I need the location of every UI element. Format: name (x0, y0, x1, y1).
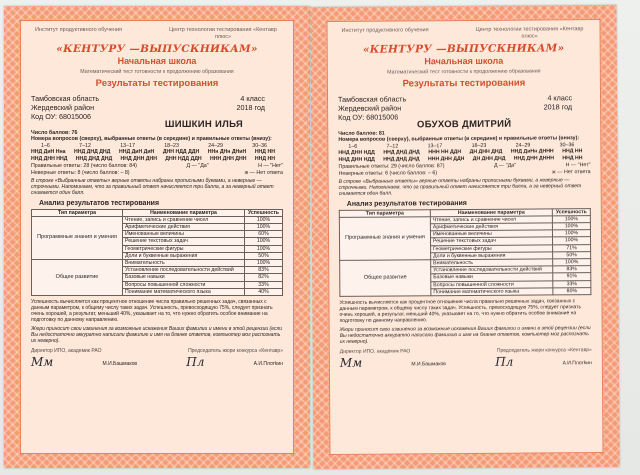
answer-group: ННД ДиНн ДННН (510, 148, 554, 156)
param-success: 83% (553, 266, 591, 273)
results-heading: Результаты тестирования (95, 78, 219, 89)
param-success: 80% (553, 287, 591, 294)
question-numbers-label: Номера вопросов (сверху), выбранные ответы (в середине) и правильные ответы (внизу): (338, 135, 580, 144)
jury-apology: Жюри приносит свои извинения за возможные искажения Ваших фамилии и имени в этой рецензии (если Вы недостаточно аккуратно написали фамилию и имя на бланке ответов, компьютер мог распознать их неверно). (31, 325, 283, 344)
param-name: Вопросы повышенной сложности (122, 281, 244, 288)
param-name: Внимательность (431, 259, 553, 267)
district: Жердевский район (338, 103, 402, 113)
key-missing: ж — Нет ответа (244, 169, 283, 176)
col-type: Тип параметра (32, 209, 123, 216)
range: 18–23 (164, 142, 179, 149)
answer-group: ННД ДНД ДНД (75, 156, 113, 163)
certificate-left (4, 6, 310, 468)
col-success: Успешность (552, 208, 590, 215)
range: 1–6 (41, 142, 50, 149)
answer-group: ННД ДНН НДД (338, 157, 375, 164)
school-level: Начальная школа (117, 56, 197, 66)
institute-name: Институт продуктивного обучения (34, 27, 123, 33)
table-header (32, 209, 283, 216)
range: 13–17 (120, 142, 135, 149)
answer-group: ННД ДНН ННД (31, 156, 68, 163)
score: Число баллов: 81 (338, 130, 385, 137)
param-name: Геометрические фигуры (431, 244, 553, 252)
param-success: 33% (245, 281, 283, 288)
group-label: Программные знания и умения (339, 216, 430, 260)
param-success: 100% (552, 223, 590, 230)
answers-note: В строке «Выбранные ответы» верные ответы набраны прописными буквами, а неверные — строчными. Напоминаем, что за правильный ответ начисляется три балла, а за неверный ответ снимается один балл. (338, 177, 582, 198)
region: Тамбовская область (31, 94, 100, 103)
param-success: 100% (245, 245, 283, 252)
certificate-right (310, 5, 619, 469)
chair-title: Председатель жюри конкурса «Кентавр» (188, 347, 283, 354)
param-name: Решение текстовых задач (430, 237, 552, 245)
header-line (338, 26, 590, 41)
signatures (340, 356, 592, 368)
ou-code: Код ОУ: 68015006 (338, 112, 399, 122)
director-title: Директор ИПО, академик РАО (31, 347, 102, 354)
student-name: ОБУХОВ ДМИТРИЙ (416, 118, 512, 131)
range: 1–6 (348, 143, 358, 150)
chosen-answers-row (31, 149, 283, 156)
director-title: Директор ИПО, академик РАО (339, 348, 411, 355)
test-subtitle: Математический тест готовности к продолжению образования (387, 68, 541, 76)
right-count: Правильные ответы: 28 (число баллов: 84) (31, 163, 137, 170)
answer-group: ННН ДНН ДДН (427, 156, 465, 163)
param-success: 60% (245, 231, 283, 238)
results-heading: Результаты тестирования (402, 77, 526, 90)
answer-group: ННД ДНД ДНД (383, 149, 420, 156)
analysis-title: Анализ результатов тестирования (39, 199, 160, 207)
col-param: Наименование параметра (430, 208, 552, 216)
chair-signature: Пл (495, 354, 514, 369)
region: Тамбовская область (338, 94, 407, 104)
answer-group: ННД ДиН Нна (31, 149, 66, 156)
col-success: Успешность (245, 209, 283, 216)
region-block (31, 94, 283, 121)
param-success: 82% (245, 274, 283, 281)
range: 24–29 (515, 142, 531, 149)
answer-group: ДНН НДД ДДН (165, 156, 202, 163)
question-numbers-label: Номера вопросов (сверху), выбранные ответы (в середине) и правильные ответы (внизу): (31, 136, 272, 143)
col-param: Наименование параметра (122, 209, 244, 216)
signatory-titles (31, 348, 283, 354)
school-level: Начальная школа (424, 55, 504, 67)
param-name: Доли и буквенные выражения (122, 252, 244, 259)
center-name: Центр технологии тестирования «Кентавр плюс» (475, 26, 584, 40)
answer-group: ННД НН (254, 149, 275, 156)
director-name: М.И.Башмаков (411, 361, 446, 368)
student-name: ШИШКИН ИЛЬЯ (164, 119, 243, 130)
signatures (31, 354, 283, 369)
key-no: Н — "Нет" (258, 163, 283, 170)
param-name: Базовые навыки (122, 274, 244, 281)
answer-group: ДН ДНН ДНД (472, 156, 506, 163)
answer-group: ННД ДНД ДНД (74, 149, 111, 156)
key-yes: Д — "Да" (186, 163, 209, 170)
param-name: Арифметические действия (122, 223, 244, 230)
answer-group: ННН ДНН ДНН (210, 156, 247, 163)
param-success: 40% (245, 288, 283, 295)
param-name: Арифметические действия (430, 223, 552, 231)
district: Жердевский район (31, 103, 95, 112)
range: 7–12 (386, 143, 399, 150)
certificate-inner (20, 20, 294, 454)
range: 13–17 (427, 142, 443, 150)
param-name: Чтение, запись и сравнение чисел (122, 216, 244, 223)
table-row (32, 259, 283, 266)
answers-note: В строке «Выбранные ответы» верные ответы набраны прописными буквами, а неверные — строчными. Напоминаем, что за правильный ответ начисляется три балла, а за неверный ответ снимается один балл. (31, 178, 274, 197)
legend-line (31, 170, 283, 176)
col-type: Тип параметра (339, 209, 430, 217)
answer-group: ННД ДНН ДННН (513, 155, 554, 163)
correct-answers-row (31, 156, 283, 163)
chair-name: А.И.Плотkин (253, 360, 283, 367)
table-row (32, 216, 283, 223)
answer-group: ННД ДНН ДНН (120, 156, 157, 163)
param-name: Вопросы повышенной сложности (431, 280, 553, 288)
answer-group: ННД НН (254, 156, 275, 163)
param-success: 100% (245, 223, 283, 230)
chair-name: А.И.Плотkин (562, 360, 592, 367)
center-name: Центр технологии тестирования «Кентавр плюс» (169, 27, 277, 40)
answer-group: ДНН НДД ДДН (162, 149, 200, 156)
group-label: Программные знания и умения (32, 216, 123, 259)
param-success: 33% (553, 280, 591, 287)
group-label: Общее развитие (340, 260, 431, 297)
group-label: Общее развитие (32, 259, 123, 295)
success-explanation: Успешность вычисляется как процентное отношение числа правильно решенных задач, связанных с данным параметром, к общему числу таких задач. Успешность, превосходящую 75%, следует признать очень хорошей, а результат, меньший 40%, указывает на то, что нужно обратить особое внимание на подготовку по данному направлению. (339, 298, 582, 324)
answer-group: ННД НН (562, 148, 583, 155)
institute-name: Институт продуктивного обучения (341, 27, 429, 34)
brand-title: «КЕНТУРУ —ВЫПУСКНИКАМ» (56, 43, 258, 55)
param-success: 50% (245, 252, 283, 259)
analysis-table (339, 208, 592, 297)
analysis-table (31, 209, 283, 296)
ou-code: Код ОУ: 68015006 (31, 112, 92, 121)
grade: 4 класс (240, 94, 265, 103)
param-success: 100% (553, 237, 591, 244)
key-no: Н — "Нет" (565, 162, 591, 169)
param-name: Решение текстовых задач (122, 238, 244, 245)
answer-group: ННД ДНН НДД (338, 150, 375, 157)
year: 2018 год (543, 102, 573, 112)
param-success: 100% (245, 259, 283, 266)
test-subtitle: Математический тест готовности к продолжению образования (80, 69, 234, 75)
answer-group: ННД НН (562, 155, 583, 162)
director-name: М.И.Башмаков (102, 360, 138, 367)
param-success: 100% (553, 259, 591, 266)
param-success: 71% (553, 244, 591, 251)
param-success: 83% (245, 267, 283, 274)
param-success: 100% (245, 216, 283, 223)
key-missing: ж — Нет ответа (552, 168, 591, 176)
param-name: Установление последовательности действий (431, 266, 553, 274)
director-signature: Мм (31, 354, 54, 369)
region-block (338, 93, 590, 122)
answer-group: ННД ДНД ДНД (383, 156, 420, 163)
header-line (31, 27, 283, 40)
param-name: Именованные величины (122, 231, 244, 238)
param-name: Понимание математического языка (431, 288, 553, 296)
range: 24–29 (208, 142, 223, 149)
param-name: Базовые навыки (431, 273, 553, 281)
right-count: Правильные ответы: 29 (число баллов: 87) (338, 163, 445, 171)
param-name: Чтение, запись и сравнение чисел (430, 216, 552, 224)
jury-apology: Жюри приносит свои извинения за возможные искажения Ваших фамилии и имени в этой рецензии (если Вы недостаточно аккуратно написали фамилию и имя на бланке ответов, компьютер мог распознать их неверно). (339, 325, 591, 345)
param-success: 100% (245, 238, 283, 245)
param-success: 100% (552, 215, 590, 222)
success-explanation: Успешность вычисляется как процентное отношение числа правильно решенных задач, связанных с данным параметром, к общему числу таких задач. Успешность, превосходящую 75%, следует признать очень хорошей, а результат, меньший 40%, указывает на то, что нужно обратить особое внимание на подготовку по данному направлению. (31, 298, 273, 323)
wrong-count: Неверные ответы: 8 (число баллов: – 8) (31, 169, 130, 176)
score: Число баллов: 76 (31, 130, 78, 136)
param-name: Доли и буквенные выражения (431, 252, 553, 260)
certificate-inner (326, 19, 603, 455)
range-row (31, 143, 283, 150)
chair-title: Председатель жюри конкурса «Кентавр» (496, 347, 592, 354)
range: 7–12 (79, 142, 91, 149)
param-success: 50% (553, 251, 591, 258)
analysis-title: Анализ результатов тестирования (346, 199, 467, 208)
param-success: 100% (552, 230, 590, 237)
param-name: Понимание математического языка (122, 288, 244, 295)
key-yes: Д — "Да" (493, 163, 517, 170)
answer-group: ДН ДНН ДНД (469, 149, 503, 156)
brand-title: «КЕНТУРУ —ВЫПУСКНИКАМ» (362, 42, 565, 56)
range: 30–36 (559, 142, 575, 149)
wrong-count: Неверные ответы: 6 (число баллов: – 6) (338, 170, 438, 177)
legend-line (339, 169, 591, 177)
param-name: Установление последовательности действий (122, 267, 244, 274)
answer-group: ННн ДНн ДНиН (207, 149, 247, 156)
param-name: Именованные величины (430, 230, 552, 238)
answer-group: ННН НН ДДН (428, 149, 462, 156)
chair-signature: Пл (186, 354, 205, 369)
grade: 4 класс (547, 93, 573, 103)
answer-group: ННД ДиН ДиН (118, 149, 155, 156)
director-signature: Мм (339, 355, 363, 370)
signatory-titles (340, 347, 592, 355)
range: 30–36 (252, 142, 267, 149)
range: 18–23 (471, 142, 487, 149)
param-name: Внимательность (122, 259, 244, 266)
year: 2018 год (236, 103, 265, 112)
param-success: 91% (553, 273, 591, 280)
param-name: Геометрические фигуры (122, 245, 244, 252)
